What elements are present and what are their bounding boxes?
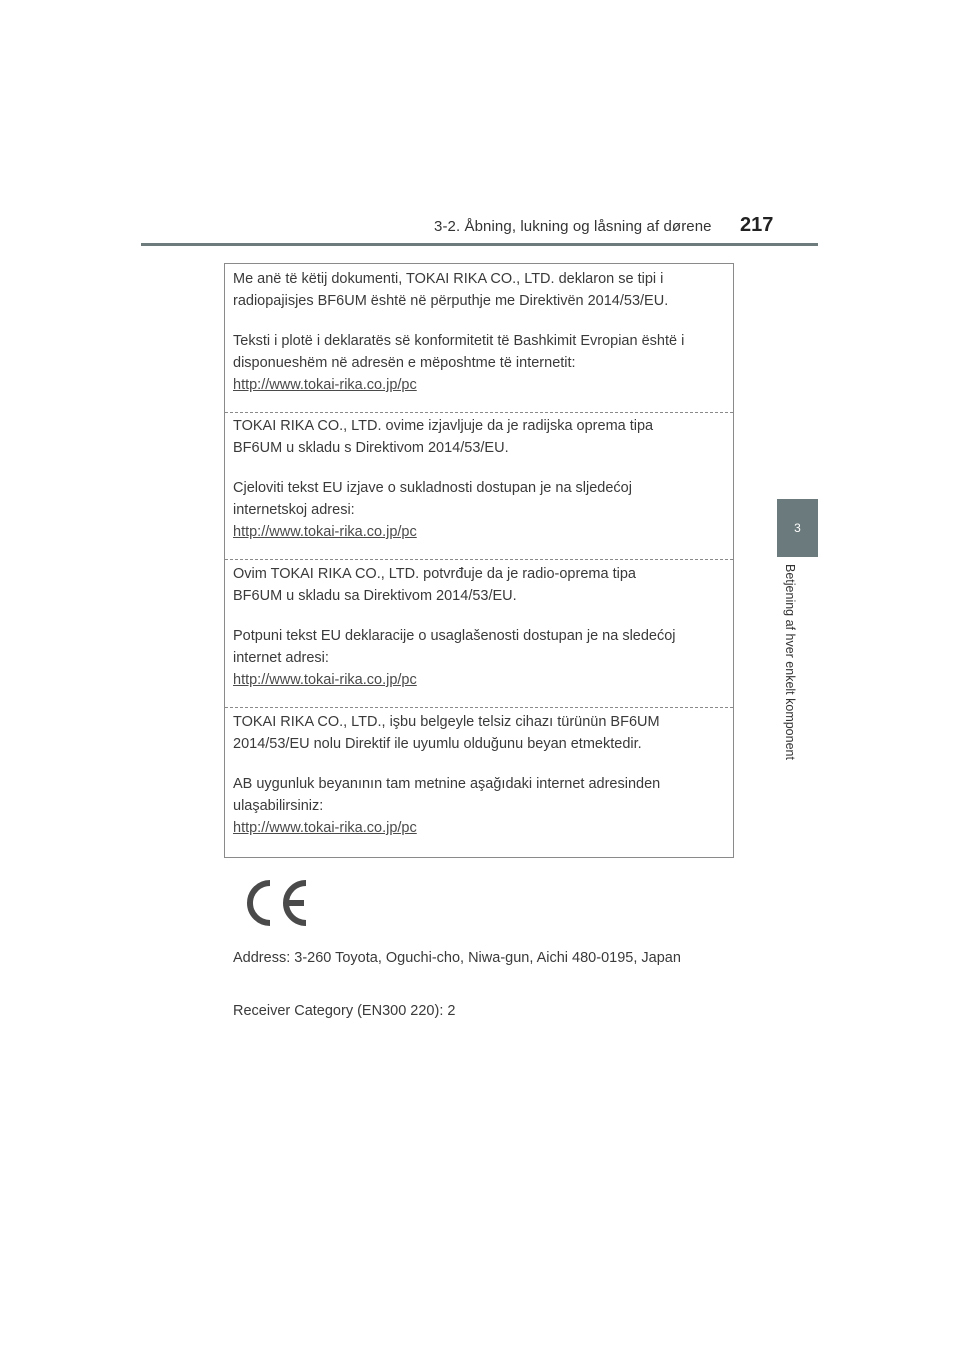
ce-mark-icon	[238, 879, 310, 932]
chapter-label: Betjening af hver enkelt komponent	[783, 564, 797, 760]
declaration-link[interactable]: http://www.tokai-rika.co.jp/pc	[233, 820, 417, 836]
declaration-line: disponueshëm në adresën e mëposhtme të internetit:	[233, 355, 576, 371]
declaration-croatian	[225, 415, 733, 543]
declaration-serbian	[225, 563, 733, 691]
declaration-line: Ovim TOKAI RIKA CO., LTD. potvrđuje da je radio-oprema tipa	[233, 566, 636, 582]
declaration-line: TOKAI RIKA CO., LTD., işbu belgeyle telsiz cihazı türünün BF6UM	[233, 714, 660, 730]
page-number: 217	[740, 214, 774, 236]
declaration-line: BF6UM u skladu s Direktivom 2014/53/EU.	[233, 440, 509, 456]
declaration-line: ulaşabilirsiniz:	[233, 798, 324, 814]
manufacturer-address: Address: 3-260 Toyota, Oguchi-cho, Niwa-gun, Aichi 480-0195, Japan	[233, 950, 681, 966]
declaration-line: radiopajisjes BF6UM është në përputhje me Direktivën 2014/53/EU.	[233, 293, 669, 309]
declaration-line: BF6UM u skladu sa Direktivom 2014/53/EU.	[233, 588, 517, 604]
declaration-frame	[224, 263, 734, 858]
declaration-line: 2014/53/EU nolu Direktif ile uyumlu olduğunu beyan etmektedir.	[233, 736, 642, 752]
declaration-line: internet adresi:	[233, 650, 329, 666]
declaration-line: Teksti i plotë i deklaratës së konformitetit të Bashkimit Evropian është i	[233, 333, 685, 349]
section-divider	[225, 707, 733, 708]
declaration-line: Me anë të këtij dokumenti, TOKAI RIKA CO., LTD. deklaron se tipi i	[233, 271, 664, 287]
declaration-line: TOKAI RIKA CO., LTD. ovime izjavljuje da je radijska oprema tipa	[233, 418, 654, 434]
declaration-link[interactable]: http://www.tokai-rika.co.jp/pc	[233, 524, 417, 540]
declaration-link[interactable]: http://www.tokai-rika.co.jp/pc	[233, 377, 417, 393]
declaration-turkish	[225, 711, 733, 839]
section-title: 3-2. Åbning, lukning og låsning af dørene	[434, 218, 712, 235]
declaration-albanian	[225, 268, 733, 396]
declaration-line: internetskoj adresi:	[233, 502, 355, 518]
section-divider	[225, 559, 733, 560]
declaration-line: Potpuni tekst EU deklaracije o usaglašenosti dostupan je na sledećoj	[233, 628, 676, 644]
section-divider	[225, 412, 733, 413]
receiver-category: Receiver Category (EN300 220): 2	[233, 1003, 456, 1019]
chapter-tab	[777, 499, 818, 557]
declaration-line: Cjeloviti tekst EU izjave o sukladnosti dostupan je na sljedećoj	[233, 480, 632, 496]
header-divider	[141, 243, 818, 246]
declaration-link[interactable]: http://www.tokai-rika.co.jp/pc	[233, 672, 417, 688]
declaration-line: AB uygunluk beyanının tam metnine aşağıdaki internet adresinden	[233, 776, 661, 792]
chapter-number: 3	[794, 521, 801, 535]
